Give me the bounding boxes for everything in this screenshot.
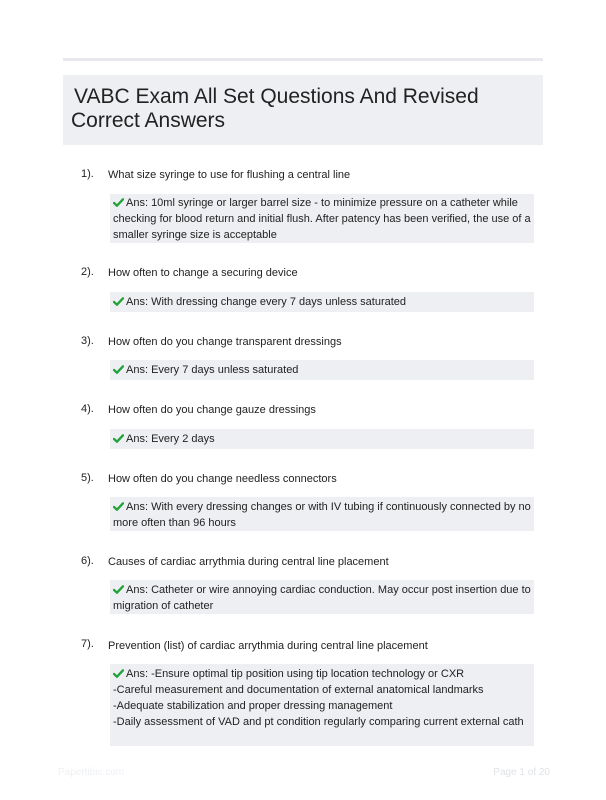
answer-line: Ans: 10ml syringe or larger barrel size - to minimize pressure on a catheter while [113, 195, 528, 211]
answer-box [110, 292, 534, 312]
answer-line: Ans: With dressing change every 7 days unless saturated [113, 294, 528, 310]
answer-line: smaller syringe size is acceptable [113, 229, 277, 241]
answer-line: Ans: With every dressing changes or with IV tubing if continuously connected by no [113, 499, 528, 515]
page-title-line-1: VABC Exam All Set Questions And Revised [74, 85, 479, 108]
title-banner [63, 75, 543, 145]
check-icon [113, 585, 124, 594]
question-text: How often to change a securing device [108, 267, 298, 279]
question-text: How often do you change gauze dressings [108, 404, 316, 416]
question-number: 3). [81, 335, 94, 347]
question-text: How often do you change transparent dressings [108, 336, 342, 348]
question-number: 1). [81, 168, 94, 180]
header-divider [63, 58, 543, 61]
answer-line: -Careful measurement and documentation of external anatomical landmarks [113, 684, 484, 696]
answer-box [110, 497, 534, 531]
question-text: How often do you change needless connectors [108, 473, 337, 485]
page-title [71, 85, 535, 133]
check-icon [113, 669, 124, 678]
answer-line: -Daily assessment of VAD and pt condition regularly comparing current external cath [113, 716, 524, 728]
answer-line: Ans: -Ensure optimal tip position using tip location technology or CXR [113, 666, 528, 682]
answer-line: Ans: Catheter or wire annoying cardiac conduction. May occur post insertion due to [113, 582, 528, 598]
watermark-text: Papertibic.com [58, 767, 125, 778]
answer-line: checking for blood return and initial flush. After patency has been verified, the use of a [113, 213, 531, 225]
page-number: Page 1 of 20 [493, 767, 550, 778]
answer-box [110, 429, 534, 449]
answer-box [110, 194, 534, 243]
question-number: 5). [81, 472, 94, 484]
check-icon [113, 502, 124, 511]
answer-line: -Adequate stabilization and proper dressing management [113, 700, 393, 712]
answer-box [110, 580, 534, 614]
question-number: 7). [81, 638, 94, 650]
question-number: 6). [81, 555, 94, 567]
answer-line: Ans: Every 2 days [113, 431, 528, 447]
question-text: Causes of cardiac arrythmia during central line placement [108, 556, 389, 568]
answer-line: migration of catheter [113, 600, 214, 612]
check-icon [113, 434, 124, 443]
answer-line: more often than 96 hours [113, 517, 236, 529]
answer-line: Ans: Every 7 days unless saturated [113, 362, 528, 378]
question-text: Prevention (list) of cardiac arrythmia during central line placement [108, 640, 428, 652]
page-title-line-2: Correct Answers [71, 109, 226, 132]
question-text: What size syringe to use for flushing a central line [108, 169, 351, 181]
check-icon [113, 198, 124, 207]
check-icon [113, 297, 124, 306]
answer-box [110, 664, 534, 746]
check-icon [113, 365, 124, 374]
answer-box [110, 360, 534, 380]
question-number: 4). [81, 403, 94, 415]
question-number: 2). [81, 266, 94, 278]
